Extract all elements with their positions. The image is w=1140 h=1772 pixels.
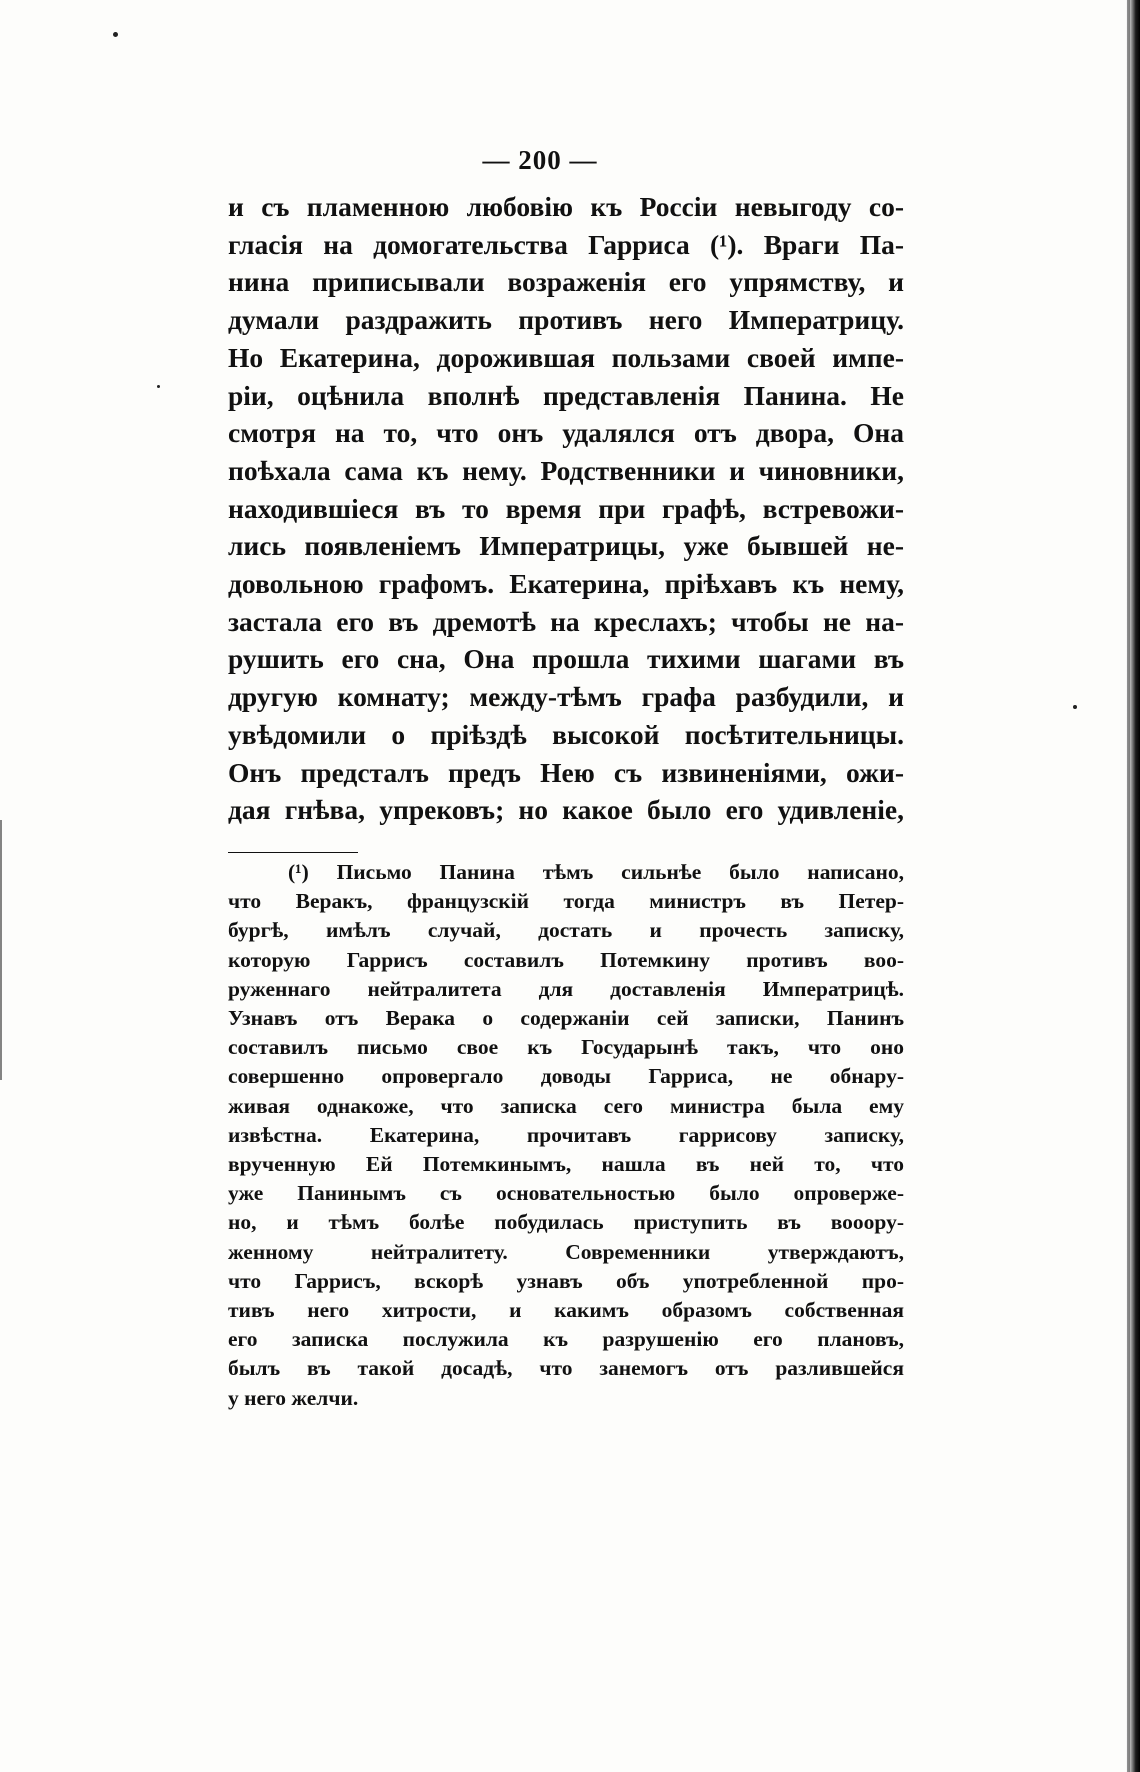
scan-speck [157, 385, 160, 388]
footnote-line: Узнавъ отъ Верака о содержаніи сей записки, Панинъ [228, 1006, 904, 1031]
text-line: гласія на домогательства Гарриса (¹). Враги Па- [228, 228, 904, 260]
footnote-line: составилъ письмо свое къ Государынѣ такъ, что оно [228, 1035, 904, 1060]
text-line: нина приписывали возраженія его упрямству, и [228, 266, 904, 298]
footnote-line: бургѣ, имѣлъ случай, достать и прочесть записку, [228, 918, 904, 943]
main-text-block [228, 188, 904, 829]
footnote-block [228, 858, 904, 1413]
footnote-line: руженнаго нейтралитета для доставленія Императрицѣ. [228, 976, 904, 1001]
scan-margin-mark [0, 820, 8, 1080]
text-line: другую комнату; между-тѣмъ графа разбудили, и [228, 681, 904, 713]
footnote-line: совершенно опровергало доводы Гарриса, не обнару- [228, 1064, 904, 1089]
footnote-line: тивъ него хитрости, и какимъ образомъ собственная [228, 1298, 904, 1323]
footnote-line: былъ въ такой досадѣ, что занемогъ отъ разлившейся [228, 1356, 904, 1381]
footnote-line: уже Панинымъ съ основательностью было опроверже- [228, 1181, 904, 1206]
footnote-line: его записка послужила къ разрушенію его плановъ, [228, 1327, 904, 1352]
text-line: лись появленіемъ Императрицы, уже бывшей не- [228, 530, 904, 562]
footnote-line: что Веракъ, французскій тогда министръ въ Петер- [228, 889, 904, 914]
text-line: дая гнѣва, упрековъ; но какое было его удивленіе, [228, 794, 904, 826]
text-line: застала его въ дремотѣ на креслахъ; чтобы не на- [228, 605, 904, 637]
text-line: рушить его сна, Она прошла тихими шагами въ [228, 643, 904, 675]
text-line: думали раздражить противъ него Императрицу. [228, 304, 904, 336]
text-line: поѣхала сама къ нему. Родственники и чиновники, [228, 454, 904, 486]
page-edge-line [1127, 0, 1130, 1772]
text-line: находившіеся въ то время при графѣ, встревожи- [228, 492, 904, 524]
text-line: Онъ предсталъ предъ Нею съ извиненіями, ожи- [228, 756, 904, 788]
text-line: ріи, оцѣнила вполнѣ представленія Панина. Не [228, 379, 904, 411]
page-number: — 200 — [482, 145, 598, 175]
footnote-line: но, и тѣмъ болѣе побудилась приступить въ вооору- [228, 1210, 904, 1235]
text-line: смотря на то, что онъ удалялся отъ двора, Она [228, 417, 904, 449]
footnote-line: врученную Ей Потемкинымъ, нашла въ ней то, что [228, 1152, 904, 1177]
scan-speck [1073, 705, 1077, 709]
scan-speck [113, 32, 118, 37]
footnote-line: что Гаррисъ, вскорѣ узнавъ объ употребленной про- [228, 1268, 904, 1293]
footnote-line: у него желчи. [228, 1385, 359, 1410]
footnote-line: (¹) Письмо Панина тѣмъ сильнѣе было написано, [288, 860, 904, 884]
footnote-line: извѣстна. Екатерина, прочитавъ гаррисову записку, [228, 1122, 904, 1147]
text-line: увѣдомили о пріѣздѣ высокой посѣтительницы. [228, 718, 904, 750]
text-line: Но Екатерина, дорожившая пользами своей импе- [228, 341, 904, 373]
footnote-line: которую Гаррисъ составилъ Потемкину противъ воо- [228, 947, 904, 972]
text-line: и съ пламенною любовію къ Россіи невыгоду со- [228, 191, 904, 222]
footnote-line: живая однакоже, что записка сего министра была ему [228, 1093, 904, 1118]
footnote-rule [228, 852, 358, 853]
footnote-line: женному нейтралитету. Современники утверждаютъ, [228, 1239, 904, 1264]
text-line: довольною графомъ. Екатерина, пріѣхавъ къ нему, [228, 568, 904, 600]
